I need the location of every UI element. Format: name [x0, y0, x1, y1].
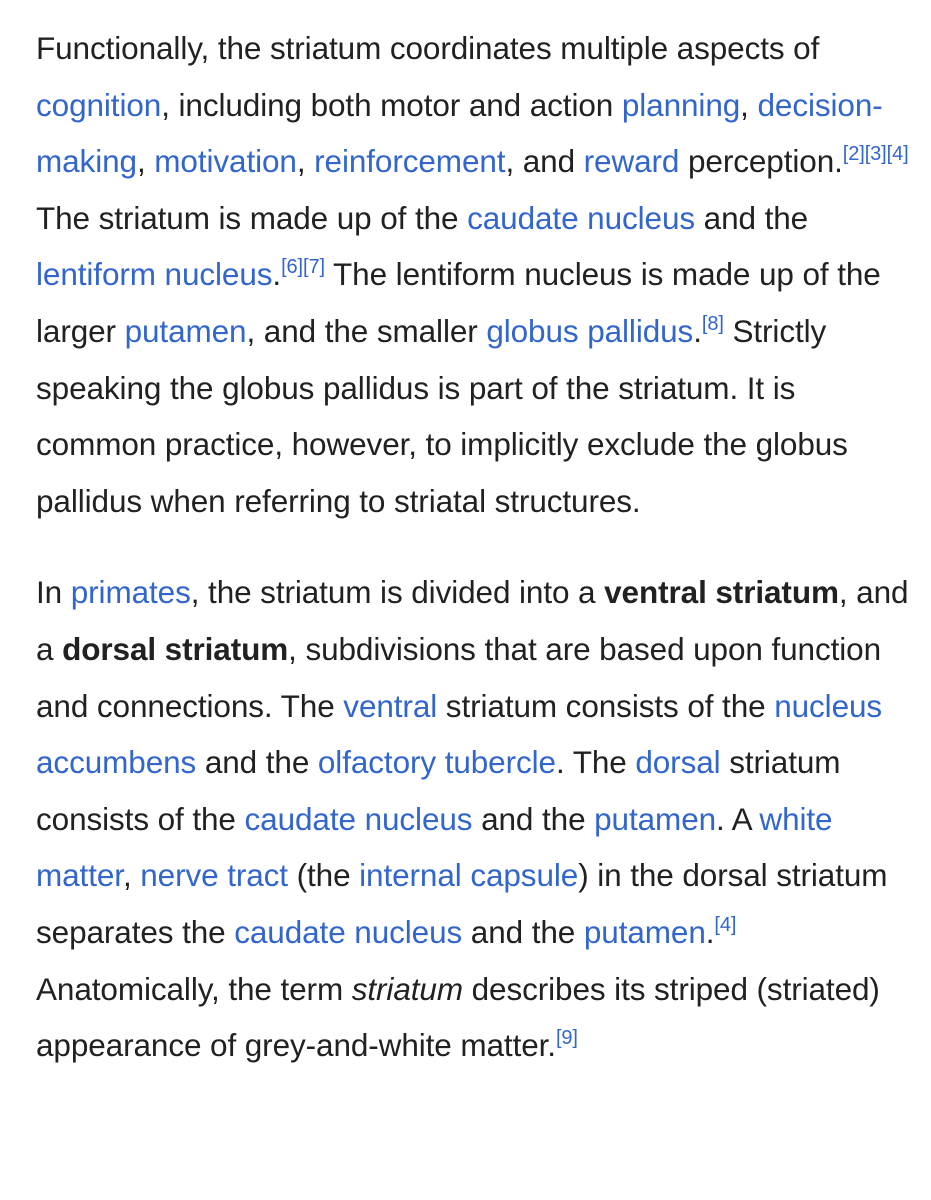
body-text: ,: [296, 143, 315, 180]
italic-term: striatum: [351, 970, 463, 1007]
link-reward[interactable]: reward: [583, 143, 680, 180]
link-caudate-nucleus[interactable]: caudate nucleus: [234, 913, 463, 950]
body-text: , and: [505, 143, 584, 180]
link-nucleus-accumbens[interactable]: nucleus accumbens: [36, 687, 883, 781]
body-text: . A: [716, 800, 760, 837]
body-text: and the: [462, 913, 584, 950]
link-nerve-tract[interactable]: nerve tract: [140, 857, 288, 894]
citation-ref[interactable]: [4]: [886, 143, 909, 166]
citation-ref[interactable]: [9]: [555, 1027, 578, 1050]
bold-term: dorsal striatum: [62, 630, 289, 667]
link-white-matter[interactable]: white matter: [36, 800, 833, 894]
link-olfactory-tubercle[interactable]: olfactory tubercle: [317, 744, 556, 781]
body-text: . The: [555, 744, 636, 781]
body-text: .: [693, 312, 702, 349]
body-text: striatum consists of the: [36, 744, 841, 837]
body-text: (the: [287, 857, 360, 894]
body-text: describes its striped (striated) appearance of grey-and-white matter.: [36, 970, 880, 1064]
link-putamen[interactable]: putamen: [124, 312, 247, 349]
body-text: , and the smaller: [246, 312, 487, 349]
body-text: ) in the dorsal striatum separates the: [36, 857, 888, 950]
paragraph-striatum-function: [36, 20, 916, 529]
article-content: [36, 20, 916, 1074]
body-text: and the: [196, 744, 318, 781]
link-lentiform-nucleus[interactable]: lentiform nucleus: [36, 256, 273, 293]
body-text: striatum consists of the: [437, 687, 775, 724]
link-primates[interactable]: primates: [70, 574, 191, 611]
citation-ref[interactable]: [3]: [864, 143, 887, 166]
body-text: .: [705, 913, 715, 950]
body-text: , including both motor and action: [161, 86, 622, 123]
link-motivation[interactable]: motivation: [154, 143, 297, 180]
body-text: Functionally, the striatum coordinates multiple aspects of: [36, 30, 820, 66]
link-cognition[interactable]: cognition: [36, 86, 162, 123]
body-text: Strictly speaking the globus pallidus is part of the striatum. It is common practice, however, to implicitly exclude the globus pallidus when referring to striatal structures.: [36, 312, 848, 519]
link-caudate-nucleus[interactable]: caudate nucleus: [244, 800, 473, 837]
body-text: ,: [136, 143, 155, 180]
link-globus-pallidus[interactable]: globus pallidus: [486, 312, 694, 349]
link-ventral[interactable]: ventral: [343, 687, 438, 724]
body-text: and the: [472, 800, 595, 837]
citation-ref[interactable]: [8]: [701, 312, 724, 335]
citation-ref[interactable]: [7]: [303, 256, 325, 279]
paragraph-striatum-anatomy: [36, 564, 916, 1073]
citation-ref[interactable]: [6]: [281, 256, 304, 279]
link-dorsal[interactable]: dorsal: [635, 744, 721, 781]
body-text: and the: [695, 199, 809, 236]
body-text: , the striatum is divided into a: [190, 574, 605, 611]
bold-term: ventral striatum: [604, 574, 839, 611]
body-text: The lentiform nucleus is made up of the larger: [36, 256, 881, 349]
body-text: .: [272, 256, 282, 293]
body-text: , subdivisions that are based upon function and connections. The: [36, 630, 881, 724]
link-putamen[interactable]: putamen: [583, 913, 706, 950]
link-caudate-nucleus[interactable]: caudate nucleus: [467, 199, 696, 236]
citation-ref[interactable]: [4]: [714, 913, 737, 936]
body-text: , and a: [36, 574, 909, 667]
body-text: Anatomically, the term: [36, 970, 352, 1007]
body-text: ,: [740, 86, 758, 123]
link-putamen[interactable]: putamen: [594, 800, 717, 837]
link-planning[interactable]: planning: [621, 86, 741, 123]
link-decision-making[interactable]: decision-making: [36, 86, 883, 180]
link-reinforcement[interactable]: reinforcement: [314, 143, 506, 180]
citation-ref[interactable]: [2]: [842, 143, 865, 166]
body-text: perception.: [679, 143, 843, 180]
body-text: ,: [122, 857, 141, 894]
body-text: In: [36, 574, 71, 611]
link-internal-capsule[interactable]: internal capsule: [359, 857, 579, 894]
body-text: The striatum is made up of the: [36, 199, 468, 236]
